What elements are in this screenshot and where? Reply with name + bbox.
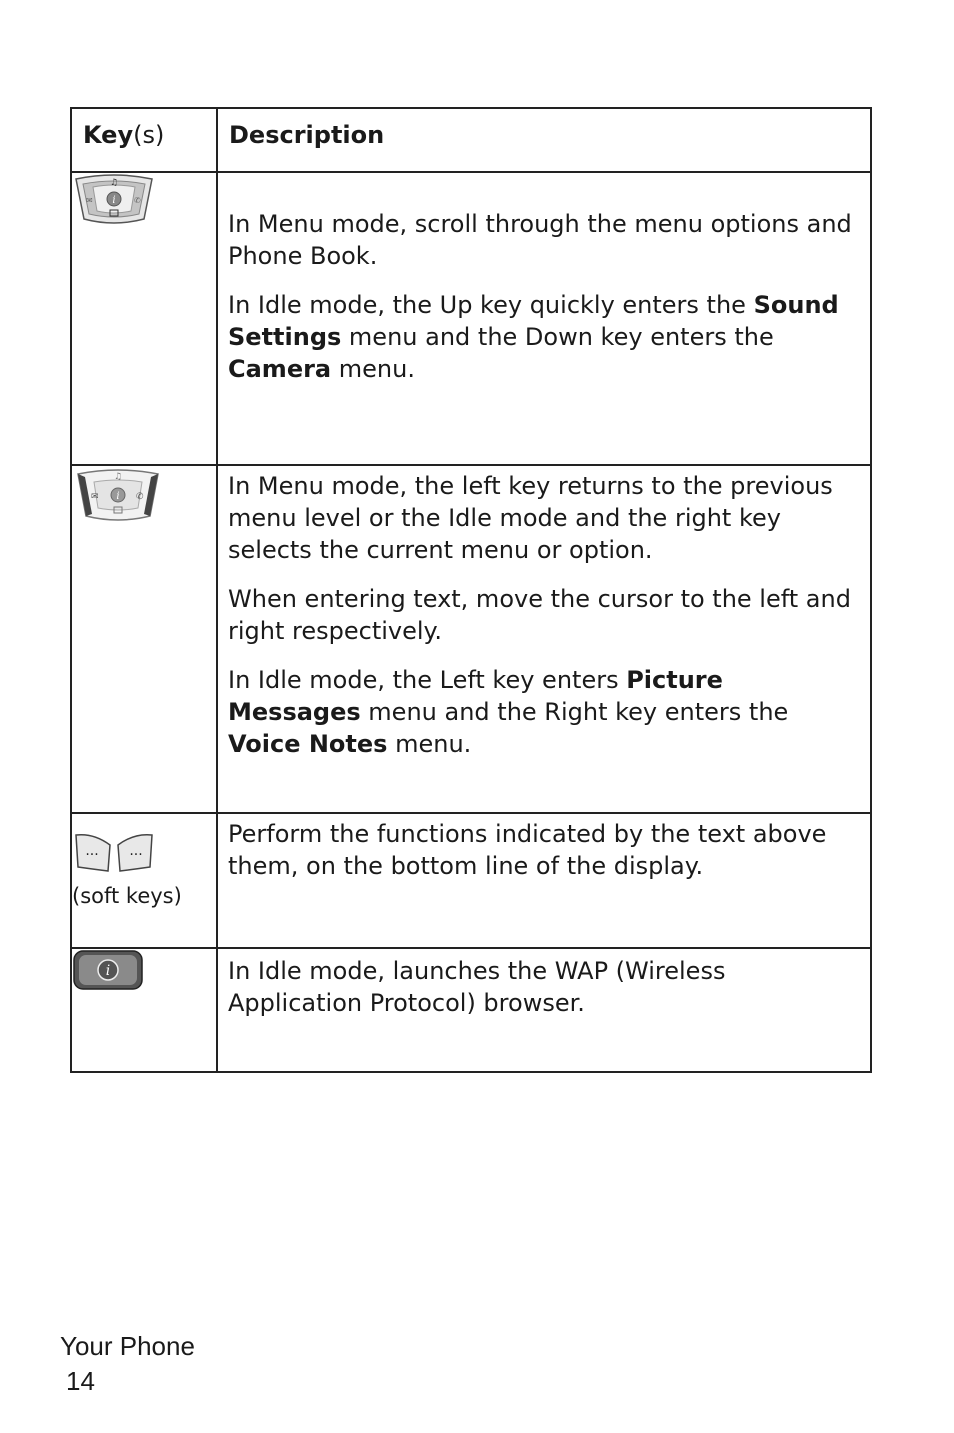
key-column-header: Key(s) <box>71 108 217 172</box>
key-cell <box>71 465 217 813</box>
description-paragraph: When entering text, move the cursor to the left and right respectively. <box>228 585 851 645</box>
svg-text:i: i <box>116 491 120 502</box>
navigation-key-left-right-icon <box>72 466 164 524</box>
description-paragraph: In Idle mode, launches the WAP (Wireless Application Protocol) browser. <box>228 957 726 1017</box>
description-column-header: Description <box>217 108 871 172</box>
svg-text:···: ··· <box>85 847 99 863</box>
svg-text:···: ··· <box>129 847 143 863</box>
svg-text:i: i <box>112 195 116 206</box>
key-cell <box>71 813 217 948</box>
description-paragraph: In Menu mode, scroll through the menu options and Phone Book. <box>228 210 852 270</box>
description-cell <box>217 172 871 465</box>
description-paragraph: In Menu mode, the left key returns to the previous menu level or the Idle mode and the right key selects the current menu or option. <box>228 472 833 564</box>
svg-text:✆: ✆ <box>136 492 144 502</box>
description-paragraph: In Idle mode, the Up key quickly enters the Sound Settings menu and the Down key enters the Camera menu. <box>228 291 839 383</box>
table-row <box>71 948 871 1072</box>
svg-text:i: i <box>105 963 111 979</box>
description-cell <box>217 948 871 1072</box>
table-header-row <box>71 108 871 172</box>
table-row <box>71 172 871 465</box>
key-cell <box>71 172 217 465</box>
page-number: 14 <box>66 1366 95 1396</box>
table-row <box>71 465 871 813</box>
svg-text:♫: ♫ <box>109 178 119 188</box>
soft-keys-icon <box>72 831 156 873</box>
navigation-key-up-down-icon <box>72 173 156 227</box>
table-row <box>71 813 871 948</box>
svg-text:♫: ♫ <box>113 472 123 482</box>
footer-section-title: Your Phone <box>60 1331 195 1361</box>
description-paragraph: In Idle mode, the Left key enters Picture Messages menu and the Right key enters the Voice Notes menu. <box>228 666 789 758</box>
description-cell <box>217 465 871 813</box>
soft-keys-caption: (soft keys) <box>72 884 182 908</box>
svg-text:✉: ✉ <box>86 196 93 205</box>
svg-text:✉: ✉ <box>91 492 99 502</box>
key-cell <box>71 948 217 1072</box>
description-cell <box>217 813 871 948</box>
wap-key-icon <box>72 949 144 991</box>
key-description-table <box>70 107 872 1073</box>
svg-text:✆: ✆ <box>134 196 141 205</box>
description-paragraph: Perform the functions indicated by the text above them, on the bottom line of the display. <box>228 820 827 880</box>
